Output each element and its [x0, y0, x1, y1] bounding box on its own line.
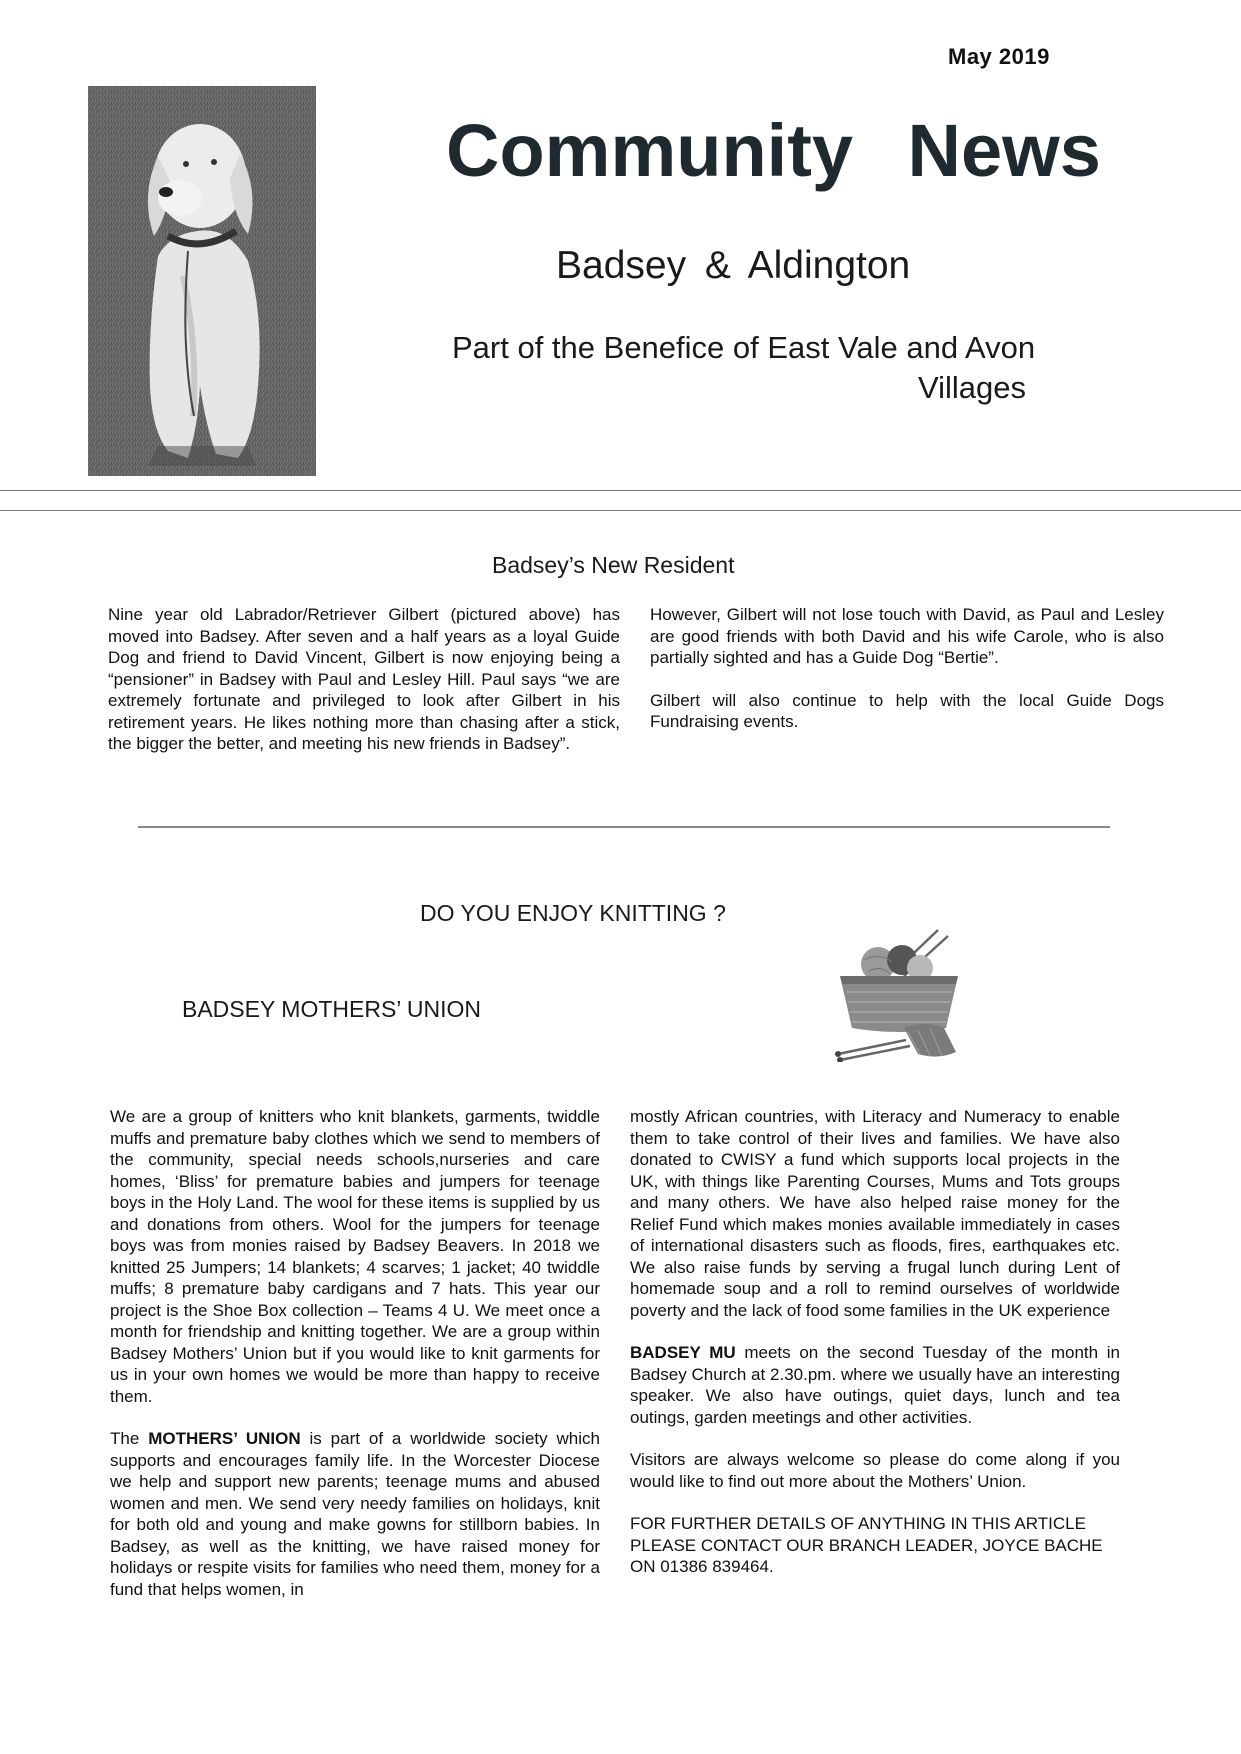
knitting-basket-icon — [834, 928, 964, 1062]
newsletter-subtitle: Badsey & Aldington — [556, 244, 911, 287]
article2-paragraph: We are a group of knitters who knit blankets, garments, twiddle muffs and premature baby clothes which we send to members of the community, special needs schools,nurseries and care homes, ‘Bliss’ for premature babies and jumpers for teenage boys in the Holy Land. The wool for these items is supplied by us and donations from others. Wool for the jumpers for teenage boys was from monies raised by Badsey Beavers. In 2018 we knitted 25 Jumpers; 14 blankets; 4 scarves; 1 jacket; 40 twiddle muffs; 8 premature baby cardigans and 7 hats. This year our project is the Shoe Box collection – Teams 4 U. We meet once a month for friendship and knitting together. We are a group within Badsey Mothers’ Union but if you would like to knit garments for us in your own homes we would be more than happy to receive them. — [110, 1107, 600, 1406]
paragraph-rest: is part of a worldwide society which supports and encourages family life. In the Worcester Diocese we help and support new parents; teenage mums and abused women and men. We send very needy families on holidays, knit for both old and young and make gowns for stillborn babies. In Badsey, as well as the knitting, we have raised money for holidays or respite visits for families who need them, money for a fund that helps women, in — [110, 1429, 600, 1599]
benefice-line-1: Part of the Benefice of East Vale and Avon — [452, 330, 1036, 365]
dog-photo — [88, 86, 316, 476]
article1-paragraph: Gilbert will also continue to help with the local Guide Dogs Fundraising events. — [650, 690, 1164, 731]
article2-paragraph: mostly African countries, with Literacy and Numeracy to enable them to take control of their lives and families. We have also donated to CWISY a fund which supports local projects in the UK, with things like Parenting Courses, Mums and Tots groups and many others. We have also helped raise money for the Relief Fund which makes monies available immediately in cases of international disasters such as floods, fires, earthquakes etc. We also raise funds by serving a frugal lunch during Lent of homemade soup and a roll to remind ourselves of worldwide poverty and the lack of food some families in the UK experience — [630, 1107, 1120, 1320]
article1-paragraph: However, Gilbert will not lose touch with David, as Paul and Lesley are good friends with both David and his wife Carole, who is also partially sighted and has a Guide Dog “Bertie”. — [650, 605, 1164, 667]
newsletter-title: Community News — [446, 109, 1101, 192]
labrador-dog-photo — [88, 86, 316, 476]
article2-paragraph — [630, 1342, 1120, 1428]
section-divider — [138, 826, 1110, 828]
article2-subheading: BADSEY MOTHERS’ UNION — [182, 996, 482, 1022]
article1-column-left — [108, 604, 620, 755]
article2-column-left — [110, 1106, 600, 1600]
issue-date: May 2019 — [948, 44, 1050, 69]
contact-details: FOR FURTHER DETAILS OF ANYTHING IN THIS ARTICLE PLEASE CONTACT OUR BRANCH LEADER, JOYCE BACHE ON 01386 839464. — [630, 1514, 1103, 1576]
header-rule-bottom — [0, 510, 1241, 511]
article2-column-right — [630, 1106, 1120, 1578]
article2-paragraph: Visitors are always welcome so please do come along if you would like to find out more about the Mothers’ Union. — [630, 1450, 1120, 1491]
article1-paragraph: Nine year old Labrador/Retriever Gilbert (pictured above) has moved into Badsey. After seven and a half years as a loyal Guide Dog and friend to David Vincent, Gilbert is now enjoying being a “pensioner” in Badsey with Paul and Lesley Hill. Paul says “we are extremely fortunate and privileged to look after Gilbert in his retirement years. He likes nothing more than chasing after a stick, the bigger the better, and meeting his new friends in Badsey”. — [108, 605, 620, 753]
header-rule-top — [0, 490, 1241, 491]
badsey-mu-bold: BADSEY MU — [630, 1343, 736, 1362]
article1-column-right — [650, 604, 1164, 733]
paragraph-rest: meets on the second Tuesday of the month in Badsey Church at 2.30.pm. where we usually have an interesting speaker. We also have outings, quiet days, lunch and tea outings, garden meetings and other activities. — [630, 1343, 1121, 1427]
article1-heading: Badsey’s New Resident — [492, 552, 735, 578]
article2-paragraph — [110, 1428, 600, 1600]
paragraph-lead: The — [110, 1429, 149, 1448]
benefice-line-2: Villages — [918, 370, 1027, 405]
article2-heading: DO YOU ENJOY KNITTING ? — [420, 900, 726, 926]
mothers-union-bold: MOTHERS’ UNION — [148, 1429, 301, 1448]
